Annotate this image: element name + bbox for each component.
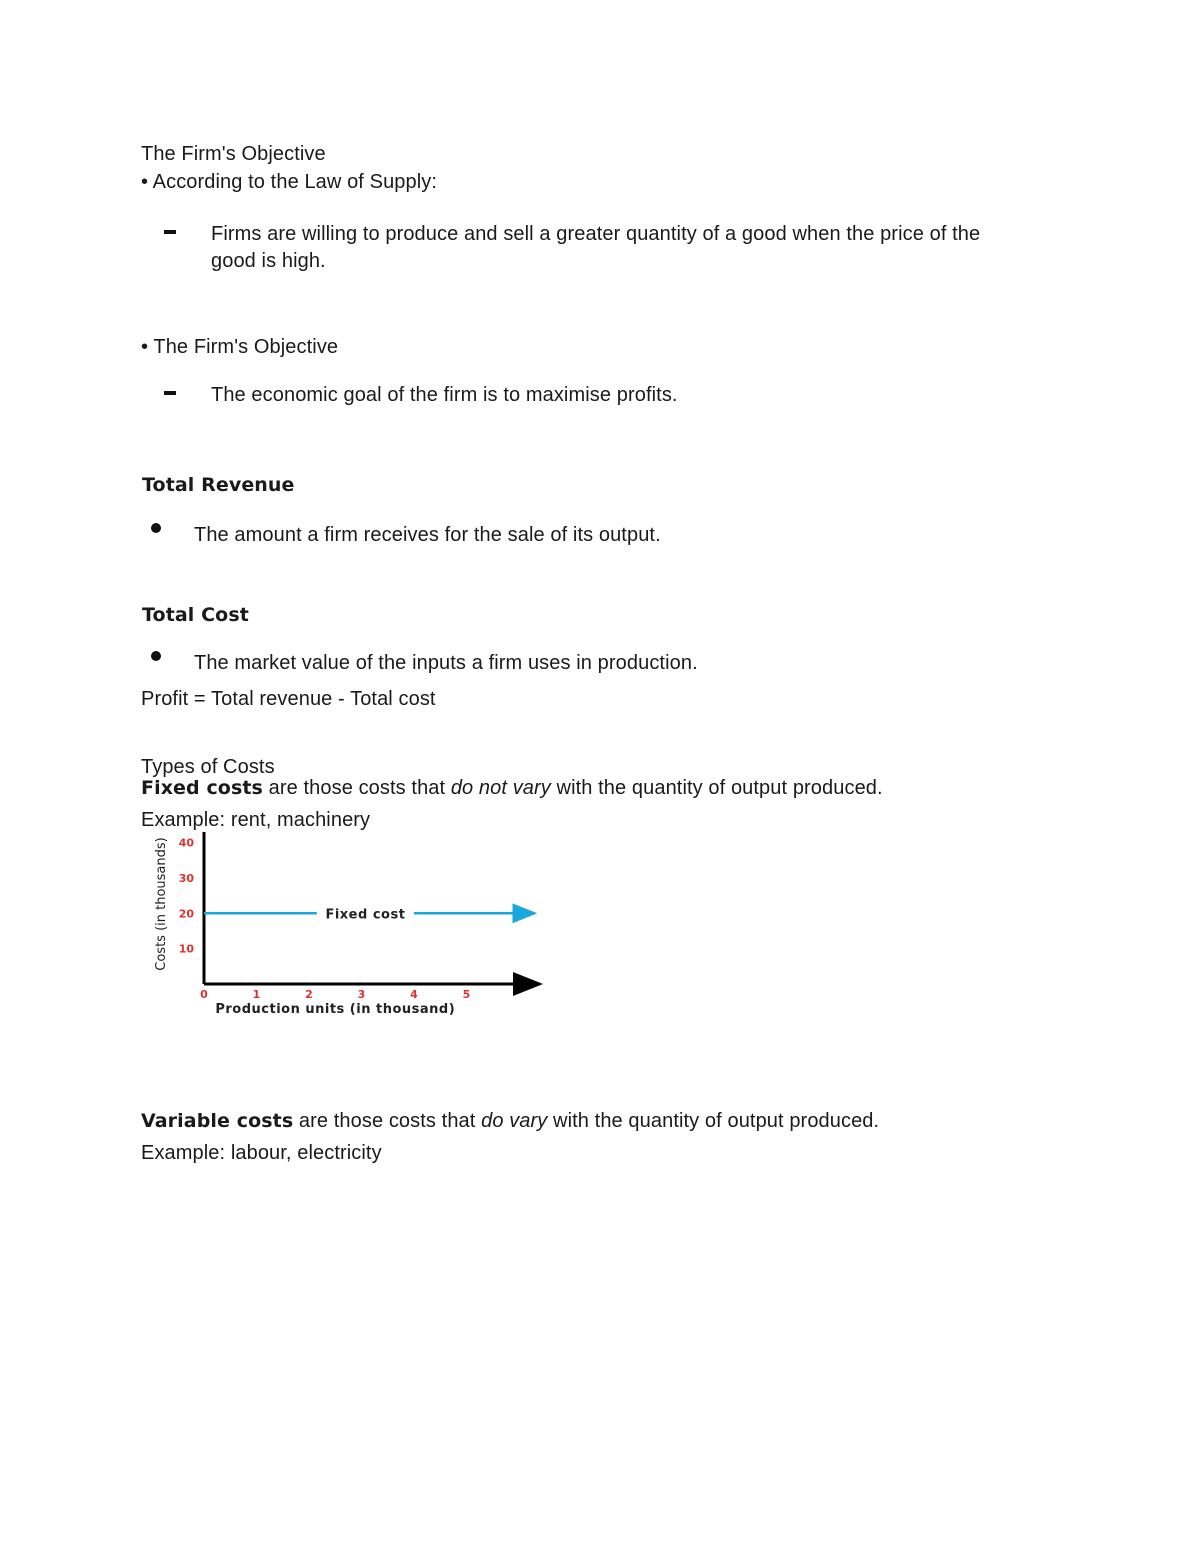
x-axis-label: Production units (in thousand) [215, 1002, 456, 1017]
variable-costs-definition [141, 1108, 879, 1135]
fixed-costs-example: Example: rent, machinery [141, 809, 371, 831]
x-tick-label: 5 [462, 988, 471, 1001]
fixed-costs-term: Fixed costs [141, 777, 263, 799]
profit-formula: Profit = Total revenue - Total cost [141, 688, 436, 710]
y-tick-label: 40 [178, 836, 194, 850]
heading: The Firm's Objective [141, 143, 326, 165]
bullet-law-of-supply: • According to the Law of Supply: [141, 171, 438, 193]
dash-icon [164, 230, 176, 234]
dash-icon [164, 391, 176, 395]
fixed-post: with the quantity of output produced. [550, 777, 883, 799]
fixed-costs-definition [141, 775, 883, 802]
fixed-emph: do not vary [450, 777, 551, 799]
variable-costs-example: Example: labour, electricity [141, 1142, 382, 1164]
total-revenue-title: Total Revenue [142, 474, 295, 496]
x-tick-label: 3 [357, 988, 366, 1001]
y-tick-label: 10 [178, 942, 194, 956]
y-tick-label: 20 [178, 907, 194, 921]
x-tick-label: 4 [410, 988, 418, 1001]
x-tick-label: 2 [305, 988, 313, 1001]
bullet-dot-icon [151, 523, 161, 533]
supply-text-line2: good is high. [211, 250, 326, 272]
x-tick-label: 1 [252, 988, 261, 1001]
total-cost-title: Total Cost [142, 604, 249, 626]
objective-text: The economic goal of the firm is to maximise profits. [211, 384, 678, 406]
y-tick-label: 30 [178, 871, 194, 885]
total-revenue-text: The amount a firm receives for the sale of its output. [194, 524, 661, 546]
bullet-firms-objective: • The Firm's Objective [141, 336, 339, 358]
bullet-dot-icon [151, 651, 161, 661]
fixed-cost-label: Fixed cost [325, 907, 406, 923]
variable-costs-term: Variable costs [141, 1110, 294, 1132]
x-tick-label: 0 [200, 988, 208, 1001]
supply-text-line1: Firms are willing to produce and sell a greater quantity of a good when the price of the [211, 223, 981, 245]
fixed-pre: are those costs that [262, 777, 451, 799]
total-cost-text: The market value of the inputs a firm uses in production. [194, 652, 698, 674]
fixed-cost-chart [140, 826, 560, 1026]
types-of-costs-title: Types of Costs [141, 756, 275, 778]
variable-pre: are those costs that [293, 1110, 482, 1132]
variable-emph: do vary [481, 1110, 548, 1132]
y-axis-label: Costs (in thousands) [154, 837, 169, 971]
variable-post: with the quantity of output produced. [547, 1110, 880, 1132]
